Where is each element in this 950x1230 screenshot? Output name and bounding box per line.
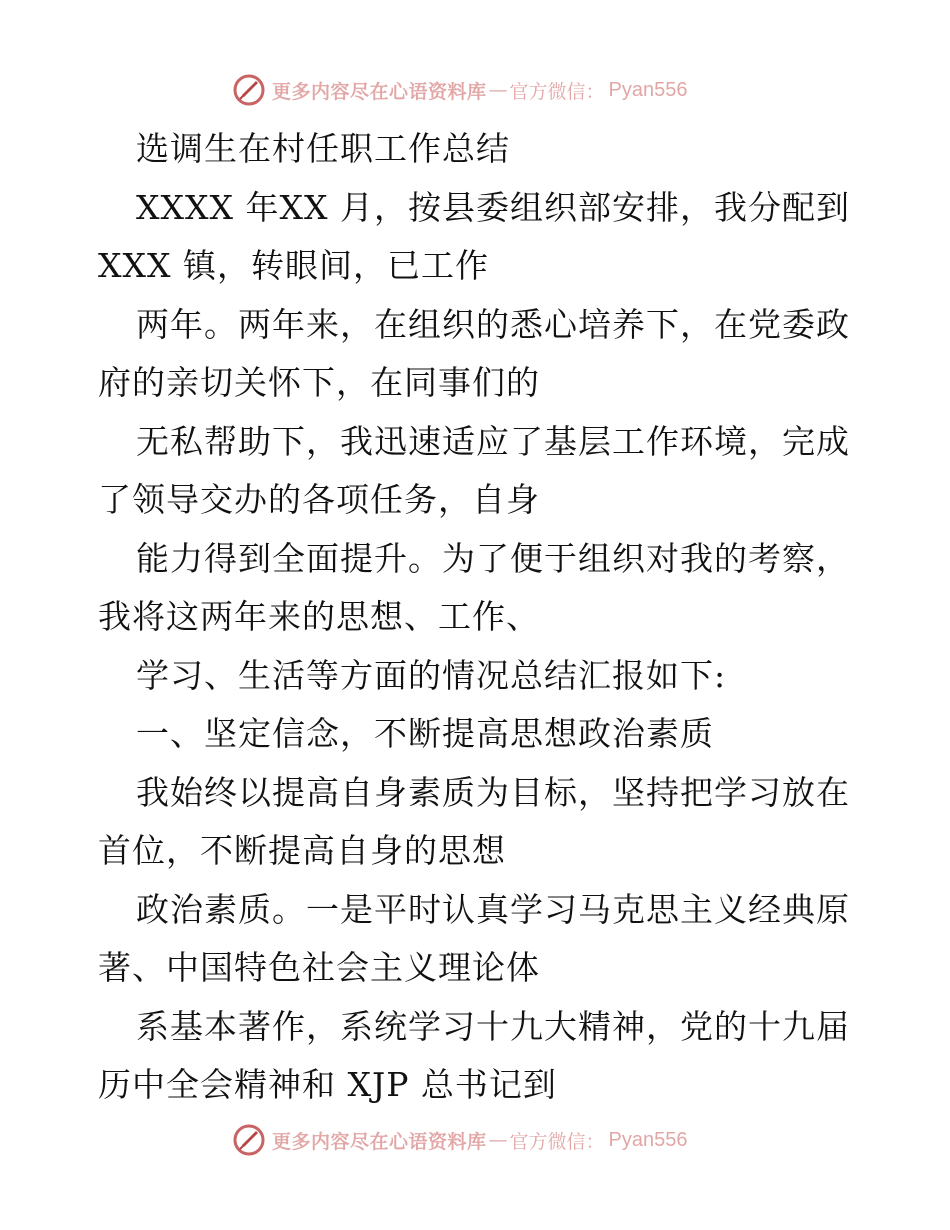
text-line: 我将这两年来的思想、工作、 bbox=[98, 597, 540, 636]
text-line: 首位，不断提高自身的思想 bbox=[98, 831, 506, 870]
watermark-footer bbox=[232, 1122, 688, 1158]
text-line: 我始终以提高自身素质为目标，坚持把学习放在 bbox=[136, 772, 850, 812]
text-line: 系基本著作，系统学习十九大精神，党的十九届 bbox=[136, 1006, 850, 1046]
quill-logo-icon bbox=[232, 73, 266, 107]
watermark-text: 更多内容尽在心语资料库 bbox=[272, 1130, 487, 1153]
text-line: 历中全会精神和 XJP 总书记到 bbox=[98, 1065, 557, 1104]
watermark-dash: — bbox=[488, 79, 508, 101]
text-line: 政治素质。一是平时认真学习马克思主义经典原 bbox=[136, 889, 850, 929]
watermark-header bbox=[232, 72, 688, 108]
text-line: XXX 镇，转眼间，已工作 bbox=[98, 246, 489, 285]
text-line: XXXX 年XX 月，按县委组织部安排，我分配到 bbox=[136, 187, 850, 227]
text-line: 了领导交办的各项任务，自身 bbox=[98, 480, 540, 519]
text-line: 著、中国特色社会主义理论体 bbox=[98, 948, 540, 987]
text-line: 无私帮助下，我迅速适应了基层工作环境，完成 bbox=[136, 421, 850, 461]
watermark-id: Pyan556 bbox=[608, 78, 688, 101]
document-body bbox=[98, 120, 858, 1115]
text-line: 能力得到全面提升。为了便于组织对我的考察， bbox=[136, 538, 850, 578]
text-line: 一、坚定信念，不断提高思想政治素质 bbox=[136, 714, 714, 753]
watermark-official: 官方微信： bbox=[509, 1130, 605, 1153]
quill-logo-icon bbox=[232, 1123, 266, 1157]
text-line: 学习、生活等方面的情况总结汇报如下: bbox=[136, 655, 727, 695]
text-line: 两年。两年来，在组织的悉心培养下，在党委政 bbox=[136, 304, 850, 344]
watermark-text: 更多内容尽在心语资料库 bbox=[272, 80, 487, 103]
text-line: 府的亲切关怀下，在同事们的 bbox=[98, 363, 540, 402]
text-line: 选调生在村任职工作总结 bbox=[136, 129, 510, 168]
watermark-dash: — bbox=[488, 1129, 508, 1151]
watermark-official: 官方微信： bbox=[509, 80, 605, 103]
watermark-id: Pyan556 bbox=[608, 1128, 688, 1151]
